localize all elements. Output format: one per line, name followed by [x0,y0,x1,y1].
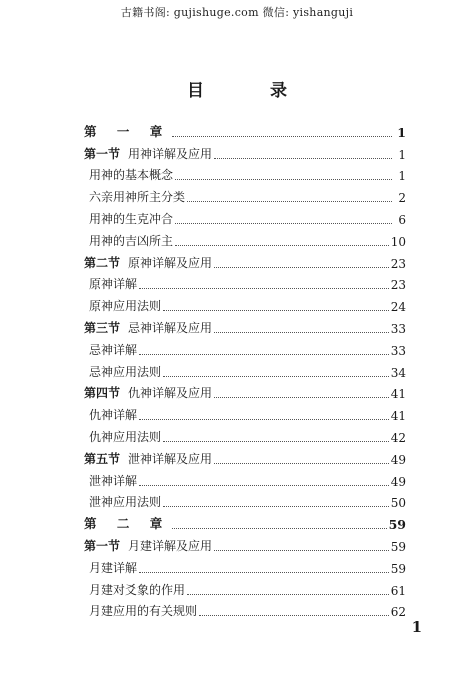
page-header: 古籍书阁: gujishuge.com 微信: yishanguji [120,6,354,19]
toc-title-left: 目 [187,81,205,101]
dot-leader [139,287,389,289]
toc-page-number: 62 [390,605,406,620]
toc-page-number: 23 [390,278,406,293]
dot-leader [139,571,389,573]
toc-page-number: 49 [390,452,406,467]
toc-entry-label: 月建详解 [89,560,138,575]
toc-chapter-row[interactable] [84,118,406,140]
toc-page-number: 42 [390,430,406,445]
dot-leader [139,418,389,420]
toc-entry-label: 用神的吉凶所主 [89,233,174,248]
toc-entry-label: 用神的基本概念 [89,168,174,183]
toc-page-number: 24 [390,300,406,315]
table-of-contents [84,118,406,619]
toc-item-row[interactable] [84,292,406,314]
toc-chapter-row[interactable] [84,510,406,532]
toc-entry-label: 忌神应用法则 [89,364,162,379]
toc-page-number: 49 [390,474,406,489]
toc-entry-label: 忌神详解 [89,342,138,357]
toc-item-row[interactable] [84,205,406,227]
dot-leader [163,505,389,507]
toc-title [0,76,474,101]
toc-section-number: 第二节 [84,255,121,270]
dot-leader [187,593,389,595]
dot-leader [172,527,386,529]
dot-leader [214,266,389,268]
toc-page-number: 1 [397,124,406,140]
toc-entry-label: 用神详解及应用 [128,146,213,161]
toc-section-number: 第三节 [84,320,121,335]
toc-entry-label: 第 二 章 [84,516,171,532]
toc-item-row[interactable] [84,227,406,249]
dot-leader [139,353,389,355]
toc-section-number: 第一节 [84,146,121,161]
toc-entry-label: 忌神详解及应用 [128,320,213,335]
toc-section-row[interactable] [84,140,406,162]
toc-entry-label: 月建对爻象的作用 [89,582,186,597]
toc-item-row[interactable] [84,358,406,380]
toc-page-number: 10 [390,234,406,249]
toc-section-row[interactable] [84,532,406,554]
dot-leader [214,157,392,159]
toc-page-number: 59 [390,561,406,576]
toc-item-row[interactable] [84,401,406,423]
dot-leader [187,200,392,202]
toc-page-number: 59 [390,539,406,554]
toc-entry-label: 仇神详解及应用 [128,386,213,401]
toc-entry-label: 仇神详解 [89,408,138,423]
toc-page-number: 23 [390,256,406,271]
toc-item-row[interactable] [84,162,406,184]
toc-entry-label: 月建详解及应用 [128,538,213,553]
toc-page-number: 33 [390,321,406,336]
dot-leader [214,331,389,333]
toc-entry-label: 仇神应用法则 [89,429,162,444]
toc-item-row[interactable] [84,576,406,598]
toc-section-row[interactable] [84,314,406,336]
toc-page-number: 41 [390,409,406,424]
toc-item-row[interactable] [84,467,406,489]
dot-leader [175,178,392,180]
toc-title-right: 录 [269,81,287,101]
toc-page-number: 34 [390,365,406,380]
toc-section-row[interactable] [84,249,406,271]
dot-leader [163,440,389,442]
toc-entry-label: 泄神详解 [89,473,138,488]
toc-item-row[interactable] [84,554,406,576]
toc-page-number: 61 [390,583,406,598]
toc-item-row[interactable] [84,423,406,445]
toc-entry-label: 六亲用神所主分类 [89,190,186,205]
toc-item-row[interactable] [84,271,406,293]
toc-section-number: 第一节 [84,538,121,553]
toc-entry-label: 用神的生克冲合 [89,211,174,226]
toc-entry-label: 原神详解 [89,277,138,292]
toc-section-row[interactable] [84,380,406,402]
toc-entry-label: 泄神应用法则 [89,495,162,510]
toc-item-row[interactable] [84,598,406,620]
toc-item-row[interactable] [84,336,406,358]
toc-entry-label: 泄神详解及应用 [128,451,213,466]
toc-entry-label: 原神应用法则 [89,299,162,314]
toc-page-number: 2 [398,191,406,206]
toc-page-number: 6 [398,212,406,227]
dot-leader [214,396,389,398]
toc-section-row[interactable] [84,445,406,467]
toc-section-number: 第五节 [84,451,121,466]
page-number: 1 [411,618,422,636]
toc-section-number: 第四节 [84,386,121,401]
dot-leader [163,309,389,311]
toc-page-number: 41 [390,387,406,402]
toc-page-number: 33 [390,343,406,358]
toc-item-row[interactable] [84,183,406,205]
dot-leader [214,462,389,464]
dot-leader [214,549,389,551]
toc-entry-label: 第 一 章 [84,123,171,139]
dot-leader [175,244,389,246]
dot-leader [139,484,389,486]
toc-page-number: 59 [388,517,406,533]
dot-leader [199,614,389,616]
toc-page-number: 1 [398,147,406,162]
dot-leader [163,375,389,377]
dot-leader [175,222,392,224]
toc-entry-label: 原神详解及应用 [128,255,213,270]
toc-item-row[interactable] [84,489,406,511]
toc-page-number: 50 [390,496,406,511]
toc-entry-label: 月建应用的有关规则 [89,604,198,619]
toc-page-number: 1 [398,169,406,184]
dot-leader [172,135,392,137]
